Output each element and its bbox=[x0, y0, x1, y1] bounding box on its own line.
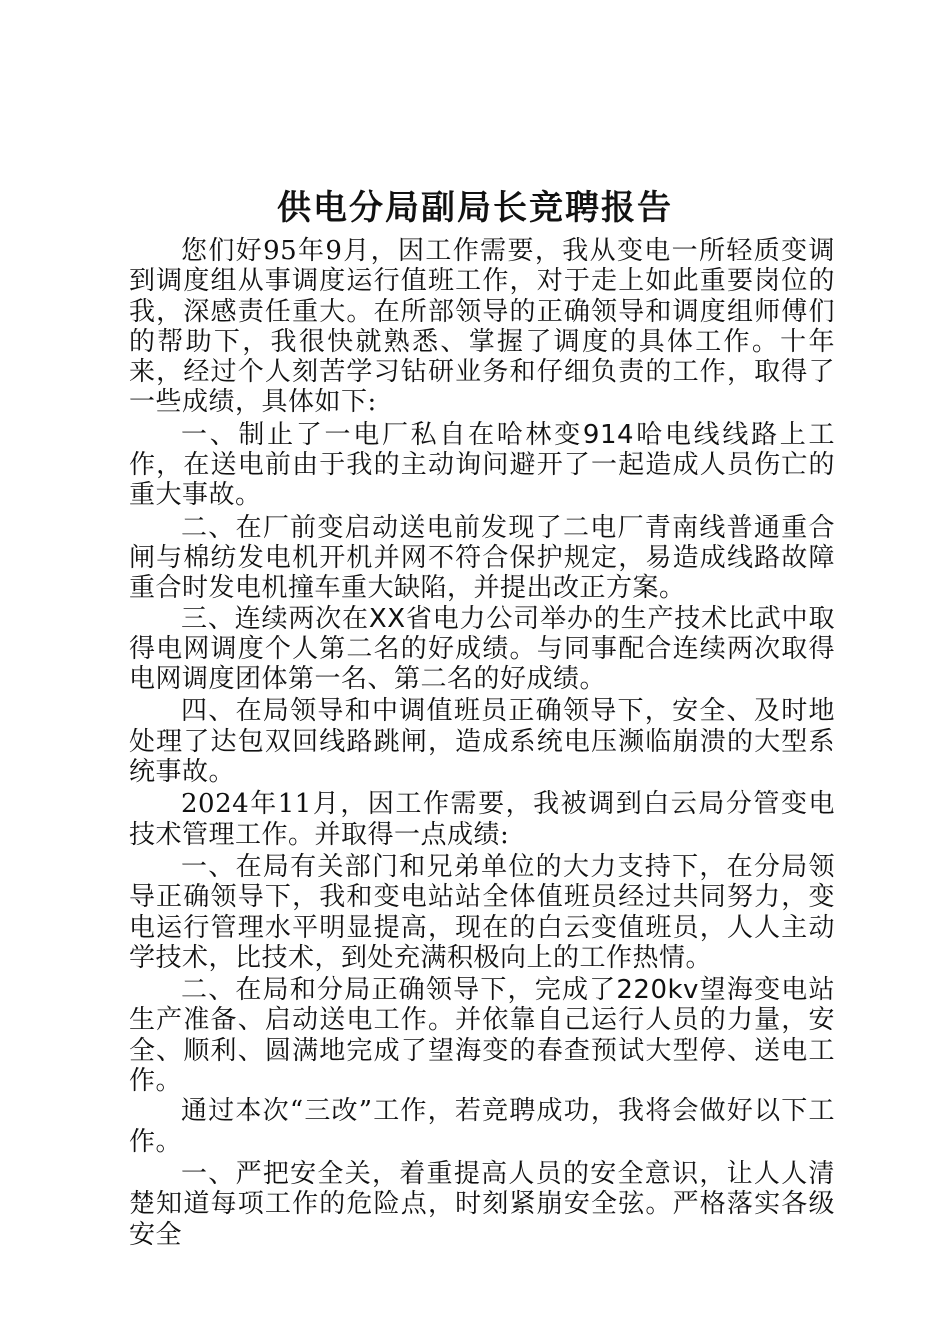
paragraph-achievement-3-main: 三、连续两次在XX省电力公司举办的生产技术比武中取得电网调度个人第二名的好成绩。 bbox=[129, 603, 835, 664]
document-body bbox=[129, 236, 835, 1250]
document-title: 供电分局副局长竞聘报告 bbox=[277, 188, 673, 228]
paragraph-intro: 您们好95年9月，因工作需要，我从变电一所轻质变调到调度组从事调度运行值班工作，对于走上如此重要岗位的我，深感责任重大。在所部领导的正确领导和调度组师傅们的帮助下，我很快就熟悉、掌握了调度的具体工作。十年来，经过个人刻苦学习钻研业务和仔细负责的工作，取得了一些成绩，具体如下: bbox=[129, 236, 835, 418]
paragraph-baiyun-2-tail: 并依靠自己运行人员的力量，安全、顺利、圆满地完成了望海变的春查预试大型停、送电工作。 bbox=[129, 1005, 835, 1097]
paragraph-baiyun-2-main: 二、在局和分局正确领导下，完成了220kv望海变电站生产准备、启动送电工作。 bbox=[129, 975, 835, 1036]
paragraph-plan-1-tail: 严格落实各级安全 bbox=[129, 1189, 835, 1250]
paragraph-achievement-3-tail: 与同事配合连续两次取得电网调度团体第一名、第二名的好成绩。 bbox=[129, 633, 835, 695]
paragraph-baiyun-2 bbox=[129, 975, 835, 1096]
paragraph-achievement-4: 四、在局领导和中调值班员正确领导下，安全、及时地处理了达包双回线路跳闸，造成系统电压濒临崩溃的大型系统事故。 bbox=[129, 696, 835, 788]
paragraph-achievement-1: 一、制止了一电厂私自在哈林变914哈电线线路上工作，在送电前由于我的主动询问避开了一起造成人员伤亡的重大事故。 bbox=[129, 419, 835, 511]
paragraph-plan-intro: 通过本次“三改”工作，若竞聘成功，我将会做好以下工作。 bbox=[129, 1096, 835, 1157]
paragraph-plan-1-main: 一、严把安全关，着重提高人员的安全意识，让人人清楚知道每项工作的危险点，时刻紧崩安全弦。 bbox=[129, 1158, 835, 1220]
paragraph-baiyun-1: 一、在局有关部门和兄弟单位的大力支持下，在分局领导正确领导下，我和变电站站全体值班员经过共同努力，变电运行管理水平明显提高，现在的白云变值班员，人人主动学技术，比技术，到处充满积极向上的工作热情。 bbox=[129, 851, 835, 973]
paragraph-plan-1 bbox=[129, 1159, 835, 1250]
paragraph-transfer: 2024年11月，因工作需要，我被调到白云局分管变电技术管理工作。并取得一点成绩: bbox=[129, 789, 835, 850]
paragraph-achievement-3 bbox=[129, 604, 835, 695]
paragraph-achievement-2: 二、在厂前变启动送电前发现了二电厂青南线普通重合闸与棉纺发电机开机并网不符合保护规定，易造成线路故障重合时发电机撞车重大缺陷，并提出改正方案。 bbox=[129, 512, 835, 604]
